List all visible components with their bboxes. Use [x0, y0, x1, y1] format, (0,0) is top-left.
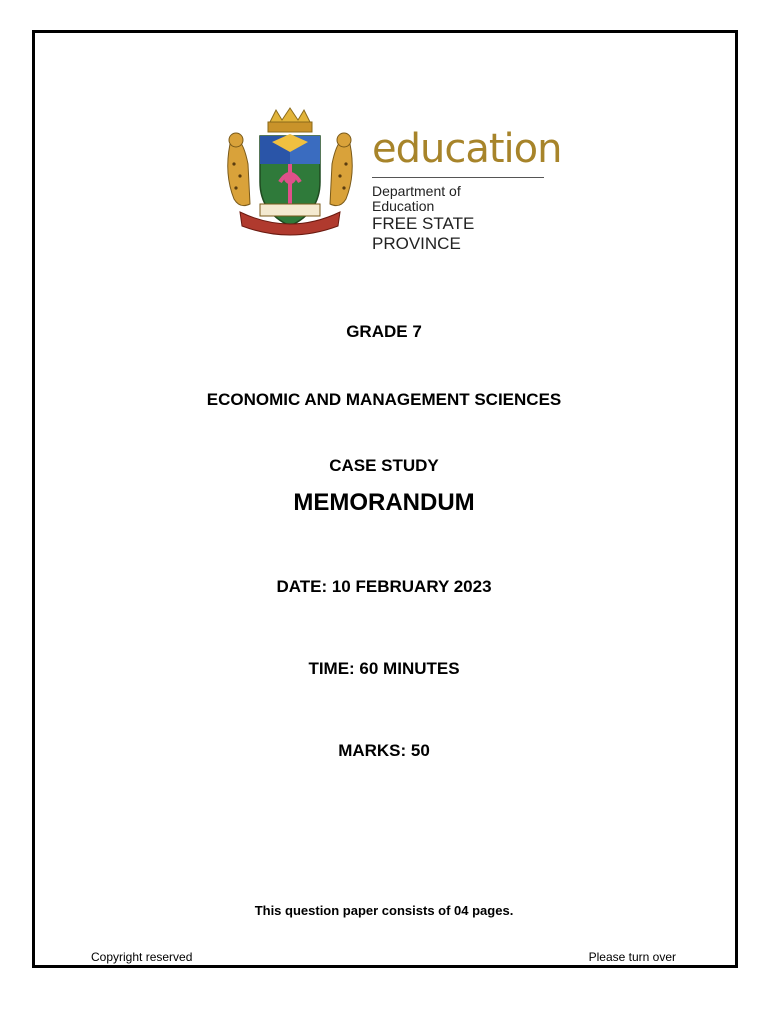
document-title: MEMORANDUM	[293, 489, 475, 516]
department-logo	[220, 104, 562, 253]
turn-over-note: Please turn over	[588, 950, 676, 964]
copyright-notice: Copyright reserved	[91, 950, 193, 964]
province-name: FREE STATE PROVINCE	[372, 214, 475, 253]
coat-of-arms-icon	[220, 104, 360, 244]
grade-heading: GRADE 7	[346, 322, 422, 341]
total-marks: MARKS: 50	[338, 741, 430, 760]
paper-type: CASE STUDY	[329, 456, 439, 475]
wordmark-divider	[372, 177, 544, 178]
education-wordmark: education	[372, 126, 562, 172]
exam-duration: TIME: 60 MINUTES	[308, 659, 460, 678]
exam-date: DATE: 10 FEBRUARY 2023	[276, 577, 492, 596]
subject-heading: ECONOMIC AND MANAGEMENT SCIENCES	[206, 390, 562, 409]
department-line-2: Education	[372, 198, 435, 214]
page-count-note: This question paper consists of 04 pages.	[254, 903, 514, 918]
department-line-1: Department of	[372, 183, 461, 199]
